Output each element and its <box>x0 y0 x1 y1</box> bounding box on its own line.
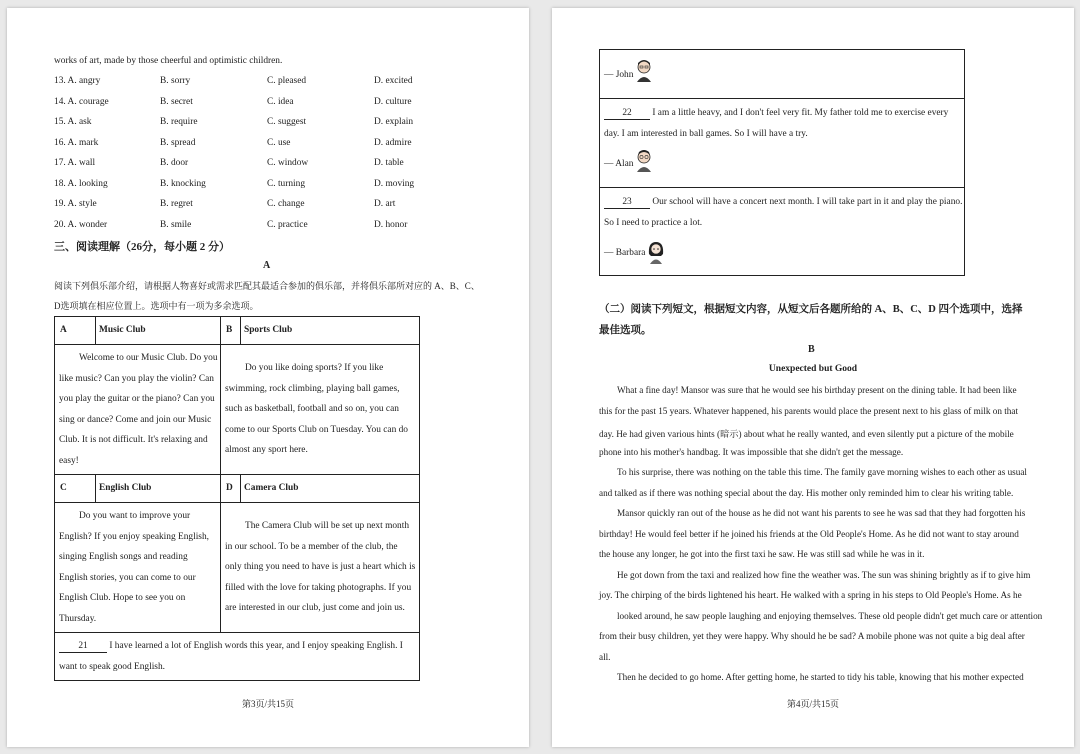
question-option-d: D. honor <box>374 219 408 230</box>
question-option-b: B. door <box>160 158 189 168</box>
question-option-d: D. explain <box>374 117 414 127</box>
question-option-a: 20. A. wonder <box>54 219 108 230</box>
club-c-letter: C <box>60 483 67 493</box>
club-b-letter: B <box>226 325 233 335</box>
club-description-line: Do you want to improve your <box>79 511 191 521</box>
club-description-line: English Club. Hope to see you on <box>59 593 186 603</box>
question-option-d: D. table <box>374 158 404 168</box>
club-description-line: singing English songs and reading <box>59 552 188 562</box>
club-description-line: only thing you need to have is just a heart which is <box>225 562 416 572</box>
q21-line-1: 21 I have learned a lot of English words this year, and I enjoy speaking English. I <box>59 640 403 653</box>
question-option-c: C. idea <box>267 96 294 107</box>
page-4 <box>552 8 1074 747</box>
q21-line-2: want to speak good English. <box>59 662 165 672</box>
story-line: joy. The chirping of the birds lightened his heart. He walked with a spring in his steps to Old People's Home. As he <box>599 590 1022 600</box>
question-option-c: C. turning <box>267 178 306 189</box>
story-line: What a fine day! Mansor was sure that he would see his birthday present on the dining table. It had been like <box>617 385 1017 395</box>
question-option-d: D. art <box>374 199 396 209</box>
question-option-b: B. spread <box>160 137 196 148</box>
club-description-line: Do you like doing sports? If you like <box>245 363 384 373</box>
question-option-b: B. smile <box>160 219 192 230</box>
question-option-a: 18. A. looking <box>54 178 108 189</box>
question-option-d: D. admire <box>374 137 412 148</box>
story-line: all. <box>599 651 611 662</box>
page-footer: 第4页/共15页 <box>786 699 839 709</box>
alan-avatar-icon <box>634 148 654 172</box>
question-option-c: C. window <box>267 158 309 168</box>
section2-line-1: （二）阅读下列短文，根据短文内容，从短文后各题所给的 A、B、C、D 四个选项中，选择 <box>599 304 1023 315</box>
club-d-description <box>225 516 417 619</box>
club-description-line: are interested in our club, just come and join us. <box>225 603 405 613</box>
barbara-avatar-icon <box>646 240 666 264</box>
question-option-b: B. require <box>160 117 198 127</box>
intro-line: works of art, made by those cheerful and optimistic children. <box>54 56 283 66</box>
story-line: and talked as if there was nothing special about the day. His mother only reminded him to clear his writing table. <box>599 487 1014 498</box>
page-footer: 第3页/共15页 <box>241 699 294 709</box>
club-b-name: Sports Club <box>244 325 293 335</box>
club-description-line: sing or dance? Come and join our Music <box>59 414 212 425</box>
page-3 <box>7 8 529 747</box>
question-option-a: 16. A. mark <box>54 137 99 148</box>
story-line: Mansor quickly ran out of the house as he did not want his parents to see he was sad that they had forgotten his <box>617 508 1026 518</box>
club-a-name: Music Club <box>99 325 146 335</box>
club-description-line: English stories, you can come to our <box>59 572 196 583</box>
story-line: Then he decided to go home. After getting home, he started to tidy his table, knowing that his mother expected <box>617 672 1024 682</box>
question-option-c: C. use <box>267 137 291 148</box>
club-description-line: you play the guitar or the piano? Can you <box>59 394 215 404</box>
club-a-description <box>59 348 217 471</box>
part-a-label: A <box>263 260 271 271</box>
question-option-a: 14. A. courage <box>54 96 109 107</box>
question-option-a: 15. A. ask <box>54 117 92 127</box>
club-d-letter: D <box>226 483 233 493</box>
question-option-a: 17. A. wall <box>54 158 96 168</box>
question-option-d: D. excited <box>374 76 413 86</box>
q22-line-2: day. I am interested in ball games. So I will have a try. <box>604 129 808 139</box>
alan-label: — Alan <box>604 159 634 169</box>
club-description-line: such as basketball, football and so on, you can <box>225 404 399 414</box>
barbara-label: — Barbara <box>604 248 646 258</box>
club-description-line: come to our Sports Club on Tuesday. You can do <box>225 424 408 435</box>
club-description-line: Club. It is not difficult. It's relaxing and <box>59 435 208 445</box>
club-description-line: The Camera Club will be set up next month <box>245 521 410 531</box>
story-line: from their busy children, yet they were happy. Why should he be sad? A mobile phone was not quite a big deal after <box>599 631 1025 641</box>
question-option-c: C. pleased <box>267 76 307 86</box>
club-description-line: almost any sport here. <box>225 445 308 455</box>
question-option-b: B. knocking <box>160 178 206 189</box>
story-line: To his surprise, there was nothing on the table this time. The family gave morning wishes to each other as usual <box>617 467 1027 477</box>
question-option-d: D. moving <box>374 178 415 189</box>
story-line: phone into his mother's handbag. It was impossible that she didn't get the message. <box>599 446 904 457</box>
club-description-line: Welcome to our Music Club. Do you <box>79 353 218 363</box>
john-label: — John <box>604 70 634 80</box>
section3-heading: 三、阅读理解（26分，每小题 2 分） <box>54 241 230 253</box>
section2-line-2: 最佳选项。 <box>599 325 652 336</box>
q23-line-1: 23 Our school will have a concert next month. I will take part in it and play the piano. <box>604 196 962 209</box>
club-description-line: easy! <box>59 455 79 466</box>
story-title: Unexpected but Good <box>768 364 858 374</box>
story-line: this for the past 15 years. Whatever happened, his parents would place the present next to his glass of milk on that <box>599 405 1019 416</box>
question-option-b: B. regret <box>160 199 193 209</box>
club-description-line: English? If you enjoy speaking English, <box>59 531 209 542</box>
story-line: looked around, he saw people laughing and enjoying themselves. These old people didn't get much care or attention <box>617 610 1043 621</box>
story-line: the house any longer, he got into the first taxi he saw. He was still sad while he was in it. <box>599 549 925 559</box>
instruction-line-1: 阅读下列俱乐部介绍，请根据人物喜好或需求匹配其最适合参加的俱乐部，并将俱乐部所对应的 A、B、C、 <box>54 281 480 291</box>
q23-blank[interactable]: 23 <box>604 196 650 209</box>
question-option-c: C. change <box>267 199 305 209</box>
club-b-description <box>225 358 417 461</box>
club-c-description <box>59 506 217 629</box>
club-description-line: in our school. To be a member of the club, the <box>225 541 398 552</box>
story-line: day. He had given various hints (暗示) about what he really wanted, and even silently put a picture of the mobile <box>599 429 1014 439</box>
question-option-a: 19. A. style <box>54 199 97 209</box>
story-line: He got down from the taxi and realized how fine the weather was. The sun was shining brightly as if to give him <box>617 569 1031 580</box>
club-c-name: English Club <box>99 483 152 493</box>
club-description-line: like music? Can you play the violin? Can <box>59 373 214 384</box>
part-b-label: B <box>808 344 815 355</box>
story-line: birthday! He would feel better if he joined his friends at the Old People's Home. As he did not want to stay around <box>599 528 1019 539</box>
question-option-a: 13. A. angry <box>54 76 101 86</box>
club-a-letter: A <box>60 325 67 335</box>
club-d-name: Camera Club <box>244 483 299 493</box>
john-avatar-icon <box>634 58 654 82</box>
q22-blank[interactable]: 22 <box>604 107 650 120</box>
club-description-line: filled with the love for taking photographs. If you <box>225 582 412 593</box>
club-description-line: swimming, rock climbing, playing ball games, <box>225 383 400 394</box>
q23-line-2: So I need to practice a lot. <box>604 218 703 228</box>
question-option-d: D. culture <box>374 96 412 107</box>
club-description-line: Thursday. <box>59 613 97 624</box>
question-option-c: C. practice <box>267 219 308 230</box>
question-option-b: B. secret <box>160 96 193 107</box>
instruction-line-2: D选项填在相应位置上。选项中有一项为多余选项。 <box>54 301 259 311</box>
question-option-c: C. suggest <box>267 117 307 127</box>
q21-blank[interactable]: 21 <box>59 640 107 653</box>
question-option-b: B. sorry <box>160 76 191 86</box>
q22-line-1: 22 I am a little heavy, and I don't feel very fit. My father told me to exercise every <box>604 107 948 120</box>
